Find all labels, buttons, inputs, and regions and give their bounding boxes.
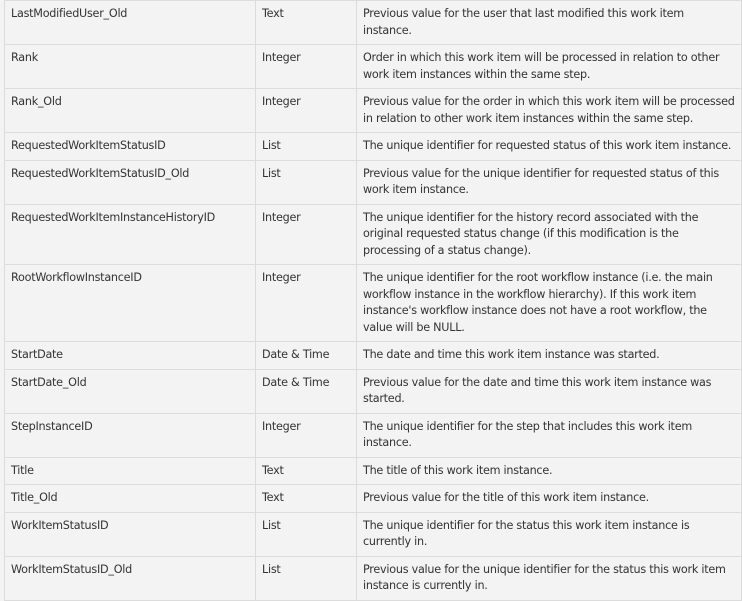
- field-type-cell: Integer: [256, 204, 357, 265]
- table-row: [5, 457, 742, 485]
- field-reference-table-container: [4, 0, 741, 601]
- table-row: [5, 485, 742, 513]
- table-row: [5, 556, 742, 600]
- field-description-cell: The title of this work item instance.: [357, 457, 742, 485]
- field-type-cell: List: [256, 556, 357, 600]
- table-row: [5, 342, 742, 370]
- field-type-cell: List: [256, 160, 357, 204]
- field-name-cell: StartDate_Old: [5, 369, 256, 413]
- field-type-cell: Integer: [256, 265, 357, 342]
- field-name-cell: Title: [5, 457, 256, 485]
- table-row: [5, 160, 742, 204]
- table-row: [5, 1, 742, 45]
- field-type-cell: List: [256, 512, 357, 556]
- field-name-cell: RequestedWorkItemInstanceHistoryID: [5, 204, 256, 265]
- field-description-cell: Order in which this work item will be processed in relation to other work item instances within the same step.: [357, 45, 742, 89]
- field-type-cell: Date & Time: [256, 369, 357, 413]
- field-name-cell: LastModifiedUser_Old: [5, 1, 256, 45]
- field-description-cell: The date and time this work item instance was started.: [357, 342, 742, 370]
- field-description-cell: Previous value for the unique identifier for requested status of this work item instance.: [357, 160, 742, 204]
- field-description-cell: Previous value for the title of this work item instance.: [357, 485, 742, 513]
- field-reference-table: [4, 0, 742, 601]
- field-description-cell: The unique identifier for the history record associated with the original requested status change (if this modification is the processing of a status change).: [357, 204, 742, 265]
- field-description-cell: The unique identifier for the root workflow instance (i.e. the main workflow instance in the workflow hierarchy). If this work item instance's workflow instance does not have a root workflow, the value will be NULL.: [357, 265, 742, 342]
- table-row: [5, 413, 742, 457]
- field-name-cell: Title_Old: [5, 485, 256, 513]
- field-type-cell: Integer: [256, 413, 357, 457]
- field-type-cell: Text: [256, 1, 357, 45]
- field-description-cell: The unique identifier for the status this work item instance is currently in.: [357, 512, 742, 556]
- field-type-cell: Date & Time: [256, 342, 357, 370]
- field-name-cell: RootWorkflowInstanceID: [5, 265, 256, 342]
- field-description-cell: Previous value for the date and time this work item instance was started.: [357, 369, 742, 413]
- field-description-cell: Previous value for the unique identifier for the status this work item instance is currently in.: [357, 556, 742, 600]
- table-row: [5, 512, 742, 556]
- table-row: [5, 369, 742, 413]
- field-name-cell: Rank_Old: [5, 89, 256, 133]
- field-name-cell: StepInstanceID: [5, 413, 256, 457]
- table-row: [5, 45, 742, 89]
- table-row: [5, 204, 742, 265]
- field-name-cell: RequestedWorkItemStatusID: [5, 133, 256, 161]
- field-description-cell: The unique identifier for the step that includes this work item instance.: [357, 413, 742, 457]
- field-name-cell: StartDate: [5, 342, 256, 370]
- table-row: [5, 133, 742, 161]
- field-name-cell: WorkItemStatusID: [5, 512, 256, 556]
- field-type-cell: List: [256, 133, 357, 161]
- table-row: [5, 265, 742, 342]
- table-row: [5, 89, 742, 133]
- field-description-cell: The unique identifier for requested status of this work item instance.: [357, 133, 742, 161]
- field-type-cell: Integer: [256, 89, 357, 133]
- field-type-cell: Integer: [256, 45, 357, 89]
- field-description-cell: Previous value for the user that last modified this work item instance.: [357, 1, 742, 45]
- field-description-cell: Previous value for the order in which this work item will be processed in relation to other work item instances within the same step.: [357, 89, 742, 133]
- field-name-cell: RequestedWorkItemStatusID_Old: [5, 160, 256, 204]
- field-name-cell: Rank: [5, 45, 256, 89]
- field-name-cell: WorkItemStatusID_Old: [5, 556, 256, 600]
- field-type-cell: Text: [256, 457, 357, 485]
- field-type-cell: Text: [256, 485, 357, 513]
